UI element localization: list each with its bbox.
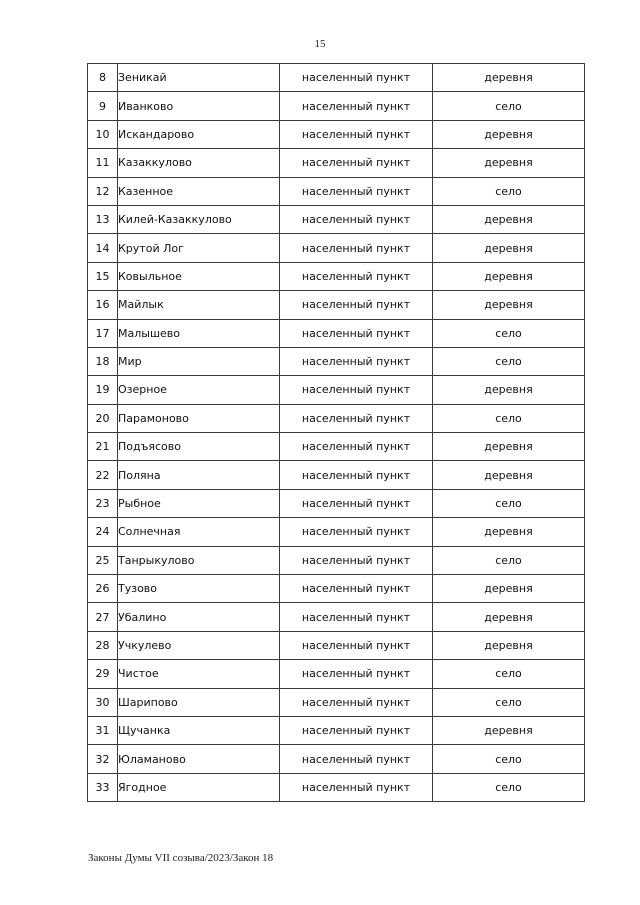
- settlement-name-cell: Парамоново: [118, 404, 280, 432]
- table-row: [88, 347, 585, 375]
- row-number-cell: 15: [88, 262, 118, 290]
- settlement-type-cell: населенный пункт: [280, 205, 433, 233]
- settlement-type-cell: населенный пункт: [280, 688, 433, 716]
- settlement-kind-cell: село: [433, 404, 585, 432]
- table-row: [88, 64, 585, 92]
- row-number-cell: 28: [88, 631, 118, 659]
- settlement-name-cell: Крутой Лог: [118, 234, 280, 262]
- settlement-type-cell: населенный пункт: [280, 149, 433, 177]
- settlements-table-body: [88, 64, 585, 802]
- table-row: [88, 603, 585, 631]
- settlement-type-cell: населенный пункт: [280, 64, 433, 92]
- settlement-kind-cell: деревня: [433, 376, 585, 404]
- row-number-cell: 30: [88, 688, 118, 716]
- settlement-kind-cell: село: [433, 319, 585, 347]
- settlement-kind-cell: село: [433, 745, 585, 773]
- settlement-kind-cell: деревня: [433, 120, 585, 148]
- settlement-name-cell: Щучанка: [118, 716, 280, 744]
- settlement-name-cell: Ковыльное: [118, 262, 280, 290]
- settlement-name-cell: Казаккулово: [118, 149, 280, 177]
- settlement-name-cell: Мир: [118, 347, 280, 375]
- row-number-cell: 13: [88, 205, 118, 233]
- row-number-cell: 25: [88, 546, 118, 574]
- table-row: [88, 262, 585, 290]
- row-number-cell: 14: [88, 234, 118, 262]
- row-number-cell: 10: [88, 120, 118, 148]
- settlement-kind-cell: деревня: [433, 234, 585, 262]
- settlement-type-cell: населенный пункт: [280, 120, 433, 148]
- settlement-name-cell: Тузово: [118, 575, 280, 603]
- page-number: 15: [314, 38, 326, 50]
- table-row: [88, 177, 585, 205]
- row-number-cell: 12: [88, 177, 118, 205]
- settlement-name-cell: Озерное: [118, 376, 280, 404]
- row-number-cell: 16: [88, 291, 118, 319]
- settlement-type-cell: населенный пункт: [280, 489, 433, 517]
- row-number-cell: 23: [88, 489, 118, 517]
- settlement-kind-cell: деревня: [433, 716, 585, 744]
- table-row: [88, 660, 585, 688]
- table-row: [88, 745, 585, 773]
- document-footer: Законы Думы VII созыва/2023/Закон 18: [88, 852, 274, 864]
- table-row: [88, 489, 585, 517]
- table-row: [88, 631, 585, 659]
- table-row: [88, 716, 585, 744]
- settlement-type-cell: населенный пункт: [280, 773, 433, 801]
- settlement-kind-cell: село: [433, 688, 585, 716]
- settlement-name-cell: Учкулево: [118, 631, 280, 659]
- settlement-name-cell: Майлык: [118, 291, 280, 319]
- settlement-type-cell: населенный пункт: [280, 177, 433, 205]
- table-row: [88, 688, 585, 716]
- settlement-kind-cell: деревня: [433, 64, 585, 92]
- row-number-cell: 9: [88, 92, 118, 120]
- settlement-kind-cell: село: [433, 177, 585, 205]
- table-row: [88, 433, 585, 461]
- row-number-cell: 22: [88, 461, 118, 489]
- row-number-cell: 11: [88, 149, 118, 177]
- table-row: [88, 319, 585, 347]
- settlement-type-cell: населенный пункт: [280, 262, 433, 290]
- row-number-cell: 29: [88, 660, 118, 688]
- settlement-type-cell: населенный пункт: [280, 716, 433, 744]
- table-row: [88, 546, 585, 574]
- table-row: [88, 404, 585, 432]
- settlement-kind-cell: село: [433, 92, 585, 120]
- settlement-name-cell: Юламаново: [118, 745, 280, 773]
- table-row: [88, 120, 585, 148]
- settlement-name-cell: Танрыкулово: [118, 546, 280, 574]
- settlement-name-cell: Подъясово: [118, 433, 280, 461]
- settlement-kind-cell: деревня: [433, 205, 585, 233]
- settlement-type-cell: населенный пункт: [280, 376, 433, 404]
- row-number-cell: 32: [88, 745, 118, 773]
- table-row: [88, 518, 585, 546]
- table-row: [88, 205, 585, 233]
- settlement-type-cell: населенный пункт: [280, 546, 433, 574]
- row-number-cell: 27: [88, 603, 118, 631]
- settlement-name-cell: Искандарово: [118, 120, 280, 148]
- row-number-cell: 26: [88, 575, 118, 603]
- row-number-cell: 24: [88, 518, 118, 546]
- table-row: [88, 575, 585, 603]
- row-number-cell: 31: [88, 716, 118, 744]
- settlements-table: [87, 63, 585, 802]
- table-row: [88, 291, 585, 319]
- settlement-type-cell: населенный пункт: [280, 92, 433, 120]
- settlement-type-cell: населенный пункт: [280, 631, 433, 659]
- settlement-name-cell: Килей-Казаккулово: [118, 205, 280, 233]
- settlement-type-cell: населенный пункт: [280, 291, 433, 319]
- settlement-type-cell: населенный пункт: [280, 660, 433, 688]
- settlement-name-cell: Чистое: [118, 660, 280, 688]
- settlement-name-cell: Ягодное: [118, 773, 280, 801]
- settlement-kind-cell: деревня: [433, 631, 585, 659]
- settlement-name-cell: Поляна: [118, 461, 280, 489]
- table-row: [88, 376, 585, 404]
- settlement-kind-cell: деревня: [433, 461, 585, 489]
- table-row: [88, 92, 585, 120]
- settlement-kind-cell: деревня: [433, 603, 585, 631]
- settlement-type-cell: населенный пункт: [280, 745, 433, 773]
- settlement-kind-cell: село: [433, 489, 585, 517]
- settlement-kind-cell: деревня: [433, 433, 585, 461]
- table-row: [88, 234, 585, 262]
- row-number-cell: 18: [88, 347, 118, 375]
- table-row: [88, 461, 585, 489]
- settlement-name-cell: Рыбное: [118, 489, 280, 517]
- settlement-name-cell: Малышево: [118, 319, 280, 347]
- settlement-type-cell: населенный пункт: [280, 319, 433, 347]
- table-row: [88, 773, 585, 801]
- settlement-type-cell: населенный пункт: [280, 575, 433, 603]
- table-row: [88, 149, 585, 177]
- settlement-type-cell: населенный пункт: [280, 461, 433, 489]
- settlement-kind-cell: село: [433, 660, 585, 688]
- settlement-type-cell: населенный пункт: [280, 603, 433, 631]
- settlement-type-cell: населенный пункт: [280, 404, 433, 432]
- row-number-cell: 17: [88, 319, 118, 347]
- row-number-cell: 20: [88, 404, 118, 432]
- settlement-type-cell: населенный пункт: [280, 433, 433, 461]
- settlement-name-cell: Убалино: [118, 603, 280, 631]
- settlement-kind-cell: деревня: [433, 291, 585, 319]
- settlement-kind-cell: деревня: [433, 518, 585, 546]
- row-number-cell: 21: [88, 433, 118, 461]
- settlement-kind-cell: деревня: [433, 149, 585, 177]
- settlement-name-cell: Зеникай: [118, 64, 280, 92]
- settlement-type-cell: населенный пункт: [280, 347, 433, 375]
- row-number-cell: 33: [88, 773, 118, 801]
- settlement-kind-cell: село: [433, 347, 585, 375]
- settlement-name-cell: Иванково: [118, 92, 280, 120]
- settlement-name-cell: Казенное: [118, 177, 280, 205]
- settlement-kind-cell: деревня: [433, 575, 585, 603]
- settlement-type-cell: населенный пункт: [280, 518, 433, 546]
- row-number-cell: 19: [88, 376, 118, 404]
- settlement-name-cell: Солнечная: [118, 518, 280, 546]
- settlement-kind-cell: деревня: [433, 262, 585, 290]
- settlement-kind-cell: село: [433, 773, 585, 801]
- row-number-cell: 8: [88, 64, 118, 92]
- settlement-type-cell: населенный пункт: [280, 234, 433, 262]
- settlement-name-cell: Шарипово: [118, 688, 280, 716]
- settlement-kind-cell: село: [433, 546, 585, 574]
